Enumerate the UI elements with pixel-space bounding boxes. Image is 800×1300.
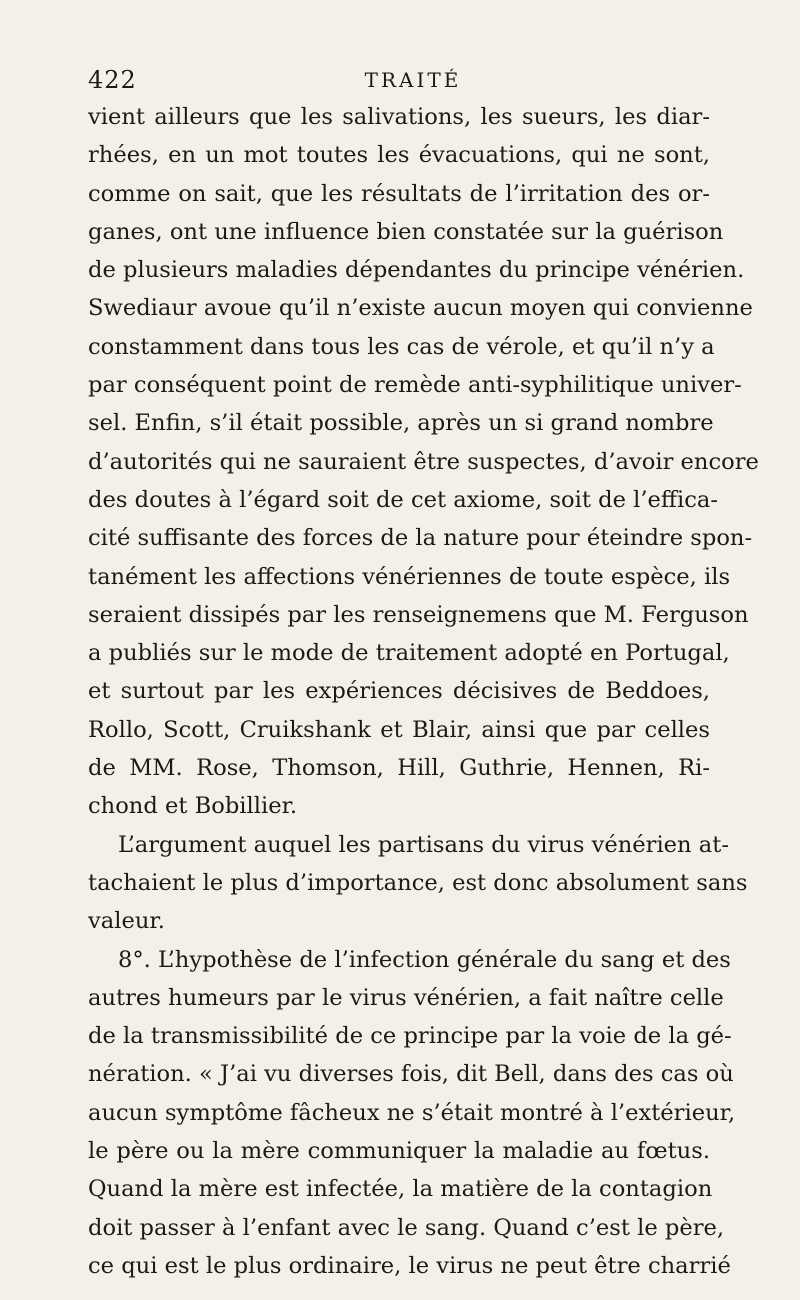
text-line: de la transmissibilité de ce principe par la voie de la gé- [88, 1023, 732, 1050]
page-number: 422 [88, 66, 137, 94]
text-line: Swediaur avoue qu’il n’existe aucun moyen qui convienne [88, 295, 753, 322]
text-line: par conséquent point de remède anti-syphilitique univer- [88, 372, 742, 399]
text-line: Quand la mère est infectée, la matière de la contagion [88, 1176, 713, 1203]
text-line: doit passer à l’enfant avec le sang. Quand c’est le père, [88, 1214, 725, 1241]
text-line: ganes, ont une influence bien constatée sur la guérison [88, 218, 724, 245]
text-line: L’argument auquel les partisans du virus vénérien at- [118, 831, 729, 858]
text-line: tanément les affections vénériennes de toute espèce, ils [88, 563, 731, 590]
running-title: TRAITÉ [364, 68, 462, 92]
text-line: comme on sait, que les résultats de l’irritation des or- [88, 180, 710, 207]
text-line: de MM. Rose, Thomson, Hill, Guthrie, Hennen, Ri- [88, 755, 710, 782]
text-line: sel. Enfin, s’il était possible, après un si grand nombre [88, 410, 714, 437]
text-line: vient ailleurs que les salivations, les sueurs, les diar- [88, 104, 710, 130]
text-line: autres humeurs par le virus vénérien, a fait naître celle [88, 984, 724, 1011]
page-header [88, 66, 708, 96]
text-line: aucun symptôme fâcheux ne s’était montré à l’extérieur, [88, 1099, 736, 1126]
text-line: constamment dans tous les cas de vérole, et qu’il n’y a [88, 333, 715, 360]
text-line: Rollo, Scott, Cruikshank et Blair, ainsi que par celles [88, 716, 710, 743]
text-line: le père ou la mère communiquer la maladie au fœtus. [88, 1138, 710, 1165]
text-line: cité suffisante des forces de la nature pour éteindre spon- [88, 525, 753, 552]
text-line: a publiés sur le mode de traitement adopté en Portugal, [88, 640, 730, 667]
text-line: chond et Bobillier. [88, 793, 298, 820]
text-line: de plusieurs maladies dépendantes du principe vénérien. [88, 257, 745, 284]
text-line: tachaient le plus d’importance, est donc absolument sans [88, 869, 748, 896]
text-line: valeur. [88, 908, 165, 935]
text-line: seraient dissipés par les renseignemens que M. Ferguson [88, 601, 749, 628]
body-text [88, 98, 759, 1285]
text-line: 8°. L’hypothèse de l’infection générale du sang et des [118, 946, 731, 973]
text-line: ce qui est le plus ordinaire, le virus ne peut être charrié [88, 1252, 731, 1279]
text-line: et surtout par les expériences décisives de Beddoes, [88, 678, 710, 705]
text-line: des doutes à l’égard soit de cet axiome, soit de l’effica- [88, 486, 718, 513]
text-line: nération. « J’ai vu diverses fois, dit Bell, dans des cas où [88, 1061, 734, 1088]
text-line: d’autorités qui ne sauraient être suspectes, d’avoir encore [88, 448, 759, 475]
text-line: rhées, en un mot toutes les évacuations, qui ne sont, [88, 142, 710, 169]
